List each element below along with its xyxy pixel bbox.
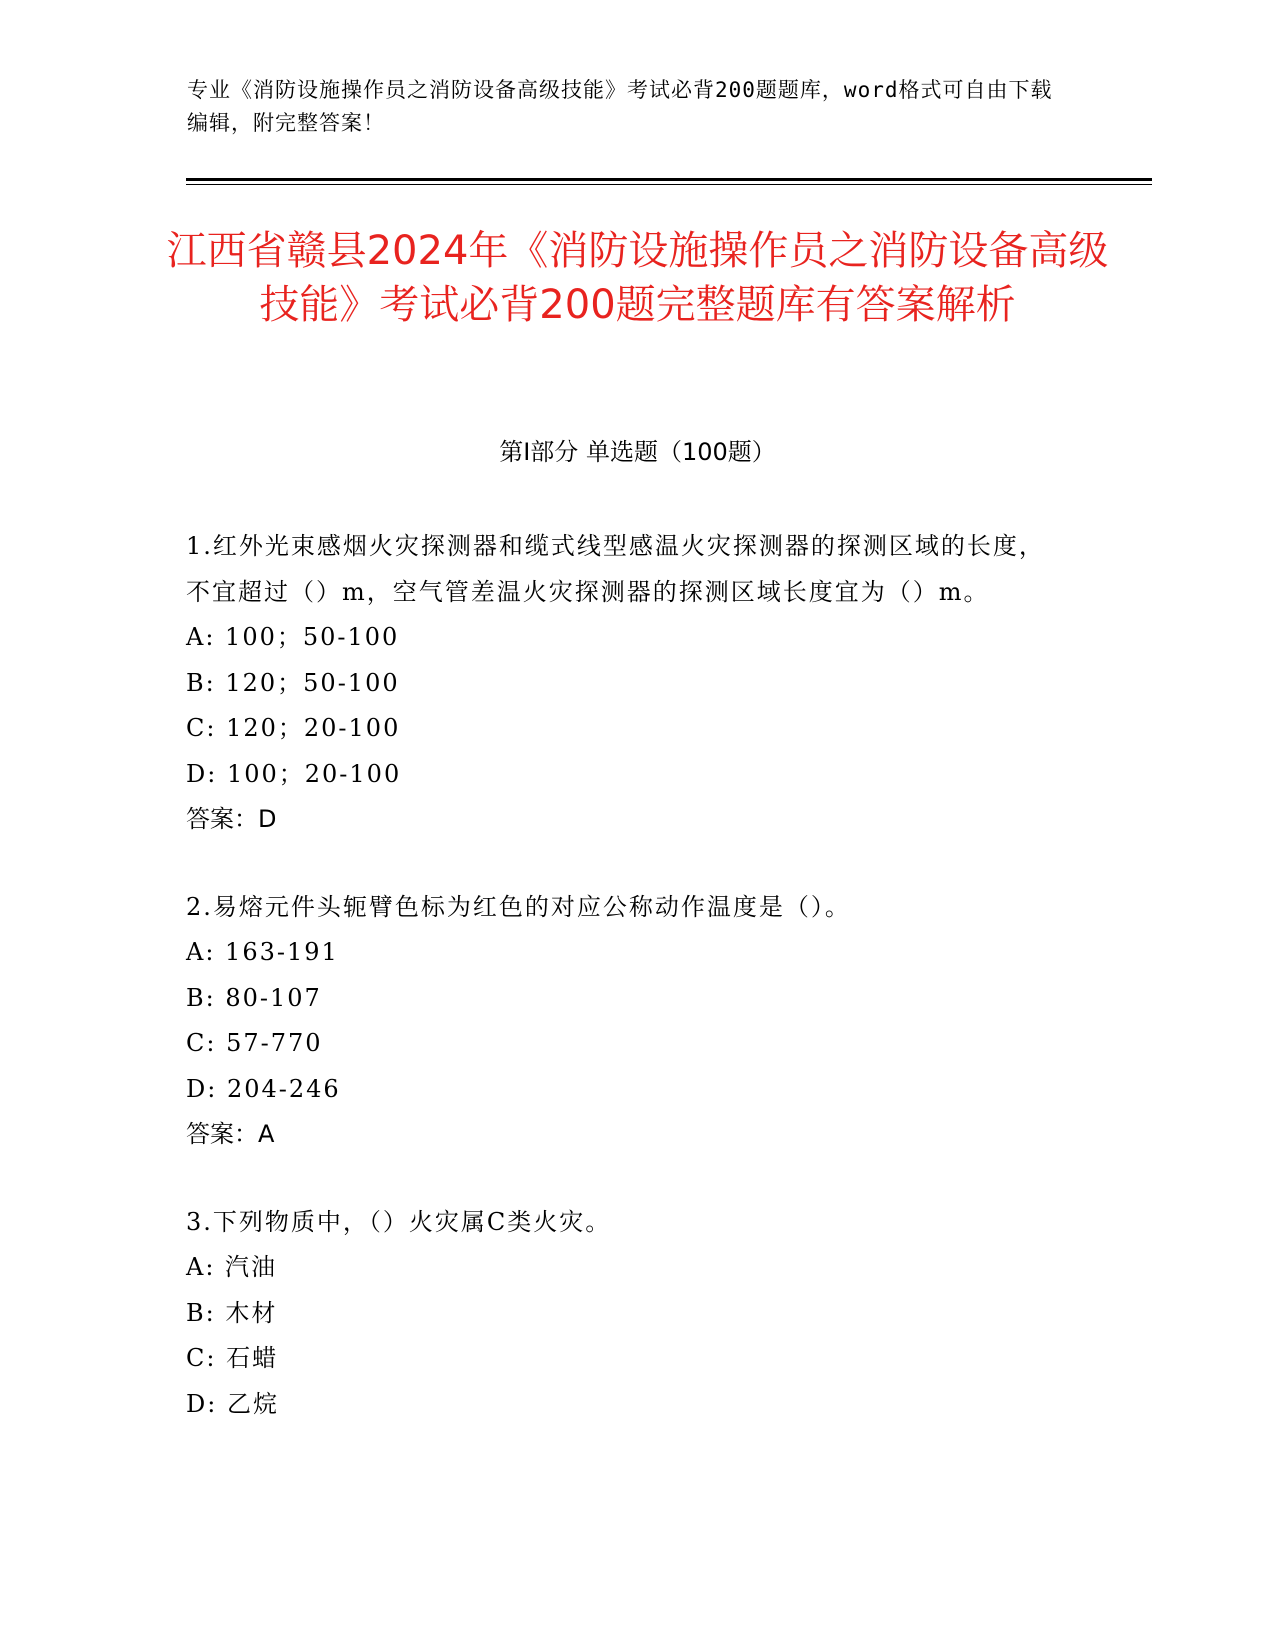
option-b: B: 120；50-100 <box>186 668 400 697</box>
option-c: C: 120；20-100 <box>186 714 401 742</box>
header-note: 专业《消防设施操作员之消防设备高级技能》考试必背200题题库，word格式可自由下载编辑，附完整答案！ <box>187 78 1053 135</box>
option-b: B: 80-107 <box>186 983 322 1012</box>
question-1 <box>186 524 1066 843</box>
question-stem: 3.下列物质中，（）火灾属C类火灾。 <box>186 1207 612 1236</box>
question-stem: 2.易熔元件头轭臂色标为红色的对应公称动作温度是（）。 <box>186 892 851 921</box>
question-2 <box>186 885 1066 1158</box>
answer: 答案：A <box>186 1120 275 1148</box>
option-d: D: 乙烷 <box>186 1389 279 1418</box>
document-title: 江西省赣县2024年《消防设施操作员之消防设备高级技能》考试必背200题完整题库有答案解析 <box>166 228 1109 328</box>
option-a: A: 100；50-100 <box>186 623 400 651</box>
option-c: C: 石蜡 <box>186 1344 279 1372</box>
header-divider-thin <box>186 184 1152 185</box>
option-a: A: 汽油 <box>186 1253 278 1281</box>
question-3 <box>186 1200 1066 1428</box>
option-c: C: 57-770 <box>186 1029 323 1057</box>
header-divider <box>186 178 1152 181</box>
option-a: A: 163-191 <box>186 938 339 966</box>
section-title: 第I部分 单选题（100题） <box>499 438 776 466</box>
option-b: B: 木材 <box>186 1298 278 1327</box>
answer: 答案：D <box>186 805 277 833</box>
question-list <box>186 524 1066 1469</box>
option-d: D: 100；20-100 <box>186 759 402 788</box>
question-stem: 1.红外光束感烟火灾探测器和缆式线型感温火灾探测器的探测区域的长度，不宜超过（）m，空气管差温火灾探测器的探测区域长度宜为（）m。 <box>186 532 1045 606</box>
option-d: D: 204-246 <box>186 1074 341 1103</box>
